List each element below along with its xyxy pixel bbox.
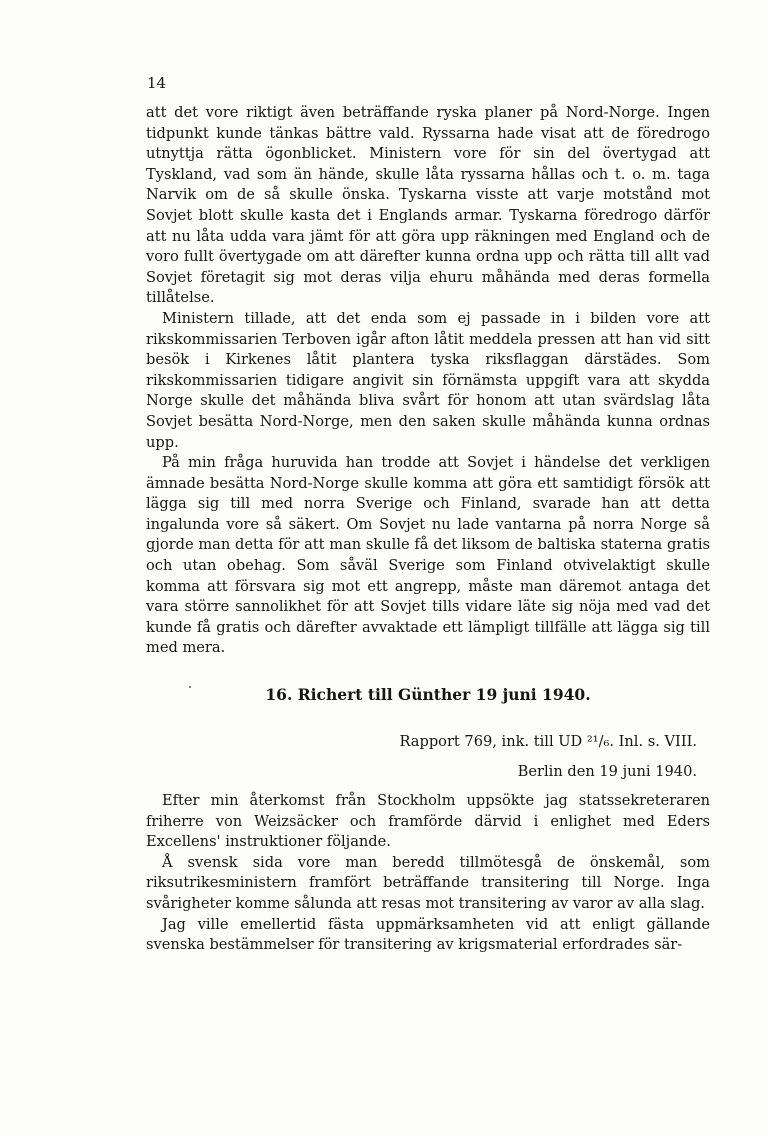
report-reference: Rapport 769, ink. till UD ²¹/₆. Inl. s. VIII. [399, 733, 697, 750]
paragraph: Å svensk sida vore man beredd tillmötesgå de önskemål, som riksutrikesministern framfört beträffande transitering till Norge. Inga svårigheter komme sålunda att resas mot transitering av varor av alla slag. [146, 853, 710, 912]
place-and-date: Berlin den 19 juni 1940. [517, 763, 697, 780]
document-heading: 16. Richert till Günther 19 juni 1940. [265, 685, 591, 704]
letter-text-block [146, 791, 710, 956]
continued-text-block [146, 103, 710, 659]
paragraph: På min fråga huruvida han trodde att Sovjet i händelse det verkligen ämnade besätta Nord-Norge skulle komma att göra ett samtidigt försök att lägga sig till med norra Sverige och Finland, svarade han att detta ingalunda vore så säkert. Om Sovjet nu lade vantarna på norra Norge så gjorde man detta för att man skulle få det liksom de baltiska staterna gratis och utan obehag. Som såväl Sverige som Finland otvivelaktigt skulle komma att försvara sig mot ett angrepp, måste man däremot antaga det vara större sannolikhet för att Sovjet tills vidare läte sig nöja med vad det kunde få gratis och därefter avvaktade ett lämpligt tillfälle att lägga sig till med mera. [146, 454, 710, 657]
page-number: 14 [147, 74, 167, 92]
paragraph: Jag ville emellertid fästa uppmärksamheten vid att enligt gällande svenska bestämmelser för transitering av krigsmaterial erfordrades sär- [146, 915, 710, 954]
paragraph: Ministern tillade, att det enda som ej passade in i bilden vore att rikskommissarien Terboven igår afton låtit meddela pressen att han vid sitt besök i Kirkenes låtit plantera tyska riksflaggan därstädes. Som rikskommissarien tidigare angivit sin förnämsta uppgift vara att skydda Norge skulle det måhända bliva svårt för honom att utan svärdslag låta Sovjet besätta Nord-Norge, men den saken skulle måhända kunna ordnas upp. [146, 309, 710, 451]
paragraph: Efter min återkomst från Stockholm uppsökte jag statssekreteraren friherre von Weizsäcker och framförde därvid i enlighet med Eders Excellens' instruktioner följande. [146, 792, 710, 851]
paragraph: att det vore riktigt även beträffande ryska planer på Nord-Norge. Ingen tidpunkt kunde tänkas bättre vald. Ryssarna hade visat att de föredrogo utnyttja rätta ögonblicket. Ministern vore för sin del övertygad att Tyskland, vad som än hände, skulle låta ryssarna hållas och t. o. m. taga Narvik om de så skulle önska. Tyskarna visste att varje motstånd mot Sovjet blott skulle kasta det i Englands armar. Tyskarna föredrogo därför att nu låta udda vara jämt för att göra upp räkningen med England och de voro fullt övertygade om att därefter kunna ordna upp och rätta till allt vad Sovjet företagit sig mot deras vilja ehuru måhända med deras formella tillåtelse. [146, 104, 710, 307]
